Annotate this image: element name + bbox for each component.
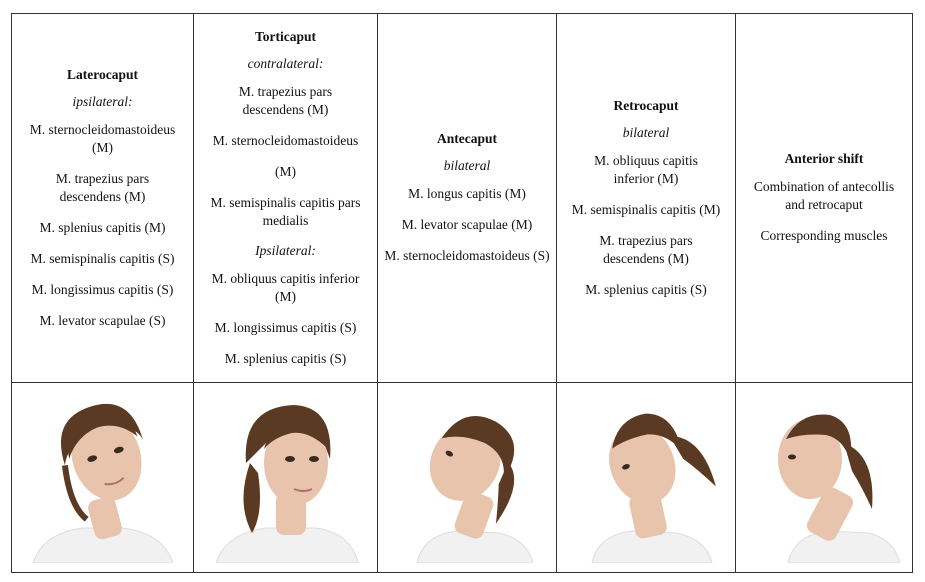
- col-antecaput-text: [378, 14, 557, 383]
- head-rotated-photo: [206, 393, 366, 563]
- column-subtitle: ipsilateral:: [72, 93, 133, 109]
- head-flexed-forward-photo: [387, 393, 547, 563]
- col-torticaput-text: [194, 14, 378, 383]
- muscle-item: M. sternocleidomastoideus (M): [29, 121, 176, 155]
- muscle-item: M. trapezius pars descendens (M): [599, 232, 693, 266]
- muscle-item: M. levator scapulae (M): [401, 217, 533, 232]
- column-title: Retrocaput: [613, 97, 679, 113]
- column-title: Torticaput: [254, 28, 316, 44]
- muscle-item: Combination of antecollis and retrocaput: [753, 179, 895, 212]
- muscle-item: M. semispinalis capitis (M): [571, 201, 721, 217]
- column-subtitle: Ipsilateral:: [255, 242, 316, 258]
- col-anterior-shift-text: [736, 14, 912, 383]
- col-retrocaput-text: [557, 14, 736, 383]
- muscle-item: M. sternocleidomastoideus: [212, 132, 359, 148]
- column-title: Anterior shift: [784, 151, 864, 166]
- col-retrocaput-photo: [557, 383, 736, 572]
- muscle-item: M. longissimus capitis (S): [214, 319, 357, 335]
- muscle-item: M. trapezius pars descendens (M): [55, 170, 150, 204]
- muscle-item: M. semispinalis capitis (S): [30, 250, 175, 266]
- muscle-item: M. longus capitis (M): [408, 186, 526, 201]
- posture-table: [11, 13, 913, 573]
- col-laterocaput-text: [12, 14, 194, 383]
- column-subtitle: contralateral:: [247, 55, 324, 71]
- muscle-item: M. splenius capitis (S): [585, 281, 707, 297]
- muscle-item: M. trapezius pars descendens (M): [238, 83, 333, 117]
- col-laterocaput-photo: [12, 383, 194, 572]
- col-anterior-shift-photo: [736, 383, 912, 572]
- muscle-item: M. sternocleidomastoideus (S): [384, 248, 550, 263]
- head-extended-back-photo: [566, 393, 726, 563]
- muscle-item: M. obliquus capitis inferior (M): [211, 270, 360, 304]
- muscle-item: M. obliquus capitis inferior (M): [594, 152, 698, 186]
- muscle-item: Corresponding muscles: [760, 228, 888, 243]
- muscle-item: M. longissimus capitis (S): [31, 281, 174, 297]
- column-title: Laterocaput: [67, 66, 138, 82]
- muscle-item: M. splenius capitis (S): [224, 350, 347, 366]
- column-title: Antecaput: [437, 131, 497, 146]
- muscle-item: M. semispinalis capitis pars medialis: [210, 194, 361, 228]
- col-antecaput-photo: [378, 383, 557, 572]
- muscle-item: M. splenius capitis (M): [39, 219, 166, 235]
- muscle-item: M. levator scapulae (S): [39, 312, 166, 328]
- col-torticaput-photo: [194, 383, 378, 572]
- column-subtitle: bilateral: [622, 124, 670, 140]
- muscle-item: (M): [275, 163, 296, 179]
- column-subtitle: bilateral: [443, 158, 491, 173]
- head-shifted-forward-photo: [744, 393, 904, 563]
- head-tilted-sideways-photo: [23, 393, 183, 563]
